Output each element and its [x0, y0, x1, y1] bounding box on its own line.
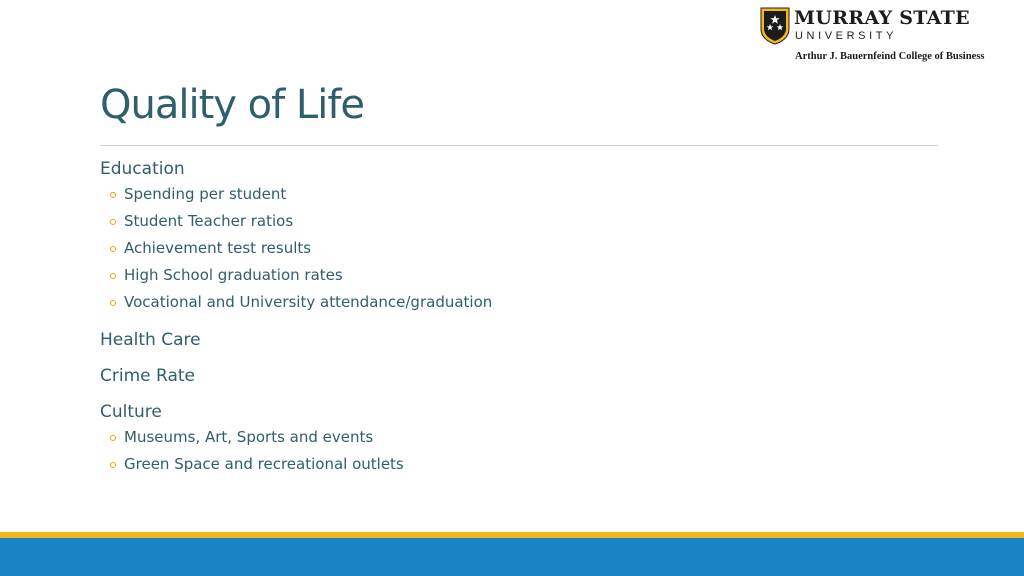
- list-item: [100, 181, 940, 208]
- section-health-care: [100, 328, 940, 352]
- list-item: [100, 289, 940, 316]
- section-crime-rate: [100, 364, 940, 388]
- logo-subtitle: UNIVERSITY: [795, 30, 898, 42]
- section-heading: Culture: [100, 402, 162, 422]
- list-item-text: High School graduation rates: [124, 266, 343, 284]
- bullet-icon: [110, 246, 116, 252]
- slide-content: [100, 157, 940, 478]
- bullet-icon: [110, 192, 116, 198]
- list-item-text: Green Space and recreational outlets: [124, 455, 404, 473]
- list-item: [100, 235, 940, 262]
- section-culture: [100, 400, 940, 478]
- list-item: [100, 451, 940, 478]
- section-heading: Education: [100, 159, 185, 179]
- sub-list: [100, 181, 940, 316]
- footer-blue-bar: [0, 538, 1024, 576]
- list-item: [100, 208, 940, 235]
- bullet-icon: [110, 462, 116, 468]
- bullet-icon: [110, 300, 116, 306]
- list-item: [100, 262, 940, 289]
- shield-icon: [760, 7, 790, 45]
- university-logo: [758, 7, 1020, 65]
- sub-list: [100, 424, 940, 478]
- bullet-icon: [110, 273, 116, 279]
- title-divider: [100, 145, 938, 146]
- bullet-icon: [110, 435, 116, 441]
- logo-name: MURRAY STATE: [794, 7, 970, 29]
- list-item-text: Spending per student: [124, 185, 287, 203]
- section-heading: Crime Rate: [100, 366, 195, 386]
- list-item-text: Student Teacher ratios: [124, 212, 294, 230]
- list-item-text: Achievement test results: [124, 239, 312, 257]
- list-item-text: Vocational and University attendance/graduation: [124, 293, 493, 311]
- slide-title: Quality of Life: [100, 82, 365, 128]
- logo-college-name: Arthur J. Bauernfeind College of Business: [795, 51, 985, 62]
- section-education: [100, 157, 940, 316]
- bullet-icon: [110, 219, 116, 225]
- list-item: [100, 424, 940, 451]
- section-heading: Health Care: [100, 330, 201, 350]
- list-item-text: Museums, Art, Sports and events: [124, 428, 374, 446]
